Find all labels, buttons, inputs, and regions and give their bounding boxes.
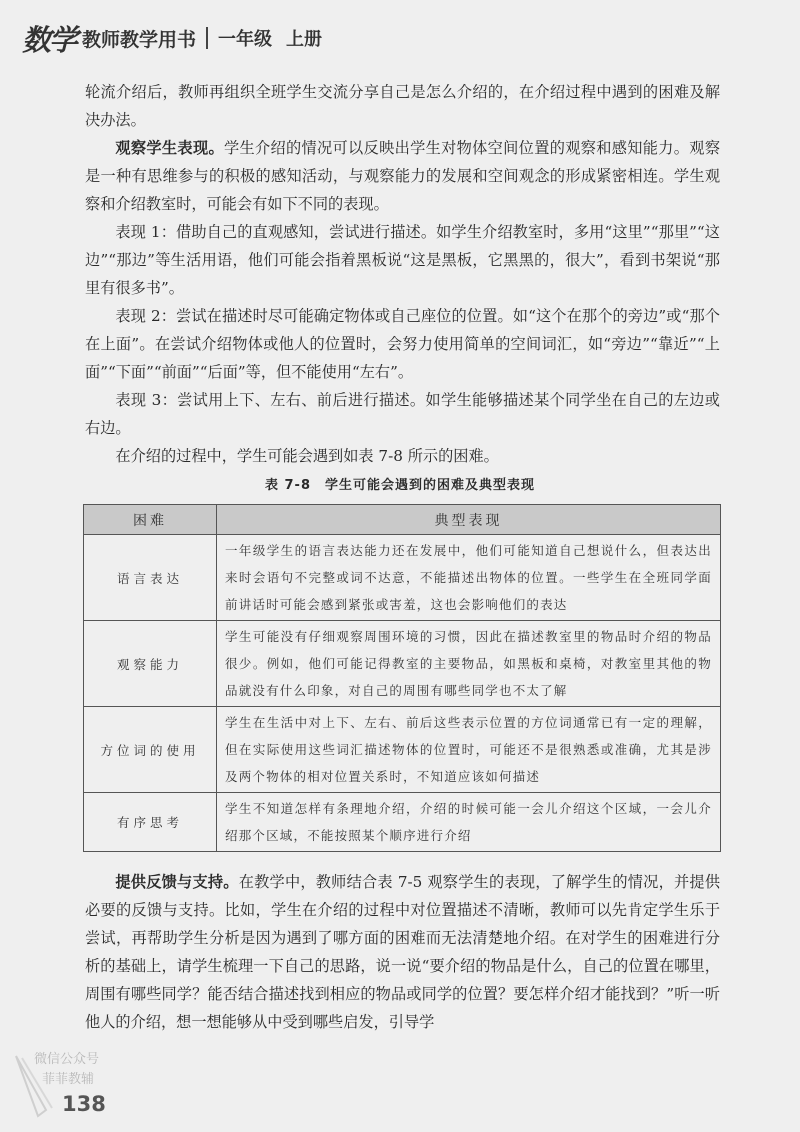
watermark-line1: 微信公众号	[34, 1052, 100, 1067]
grade-label: 一年级	[218, 29, 273, 50]
paragraph-intro: 轮流介绍后，教师再组织全班学生交流分享自己是怎么介绍的，在介绍过程中遇到的困难及解决办法。	[85, 83, 720, 129]
table-row	[84, 707, 721, 793]
difficulty-table	[83, 504, 721, 852]
row-description: 学生可能没有仔细观察周围环境的习惯，因此在描述教室里的物品时介绍的物品很少。例如，他们可能记得教室的主要物品，如黑板和桌椅，对教室里其他的物品就没有什么印象，对自己的周围有哪些同学也不太了解	[217, 621, 721, 707]
volume-label: 上册	[286, 29, 323, 50]
book-title: 教师教学用书	[82, 28, 197, 51]
book-logo: 数学	[22, 22, 77, 57]
paragraph-performance-2: 表现 2：尝试在描述时尽可能确定物体或自己座位的位置。如“这个在那个的旁边”或“那个在上面”。在尝试介绍物体或他人的位置时，会努力使用简单的空间词汇，如“旁边”“靠近”“上面”“下面”“前面”“后面”等，但不能使用“左右”。	[85, 307, 720, 381]
watermark-line2: 菲菲教辅	[42, 1072, 95, 1087]
feedback-heading: 提供反馈与支持。	[115, 873, 239, 891]
paragraph-feedback	[85, 868, 720, 1036]
row-description: 学生在生活中对上下、左右、前后这些表示位置的方位词通常已有一定的理解，但在实际使用这些词汇描述物体的位置时，可能还不是很熟悉或准确，尤其是涉及两个物体的相对位置关系时，不知道应该如何描述	[217, 707, 721, 793]
table-row	[84, 793, 721, 852]
observe-text: 学生介绍的情况可以反映出学生对物体空间位置的观察和感知能力。观察是一种有思维参与的积极的感知活动，与观察能力的发展和空间观念的形成紧密相连。学生观察和介绍教室时，可能会有如下不同的表现。	[85, 139, 721, 213]
table-caption: 表 7-8 学生可能会遇到的困难及典型表现	[264, 478, 535, 493]
row-description: 一年级学生的语言表达能力还在发展中，他们可能知道自己想说什么，但表达出来时会语句不完整或词不达意，不能描述出物体的位置。一些学生在全班同学面前讲话时可能会感到紧张或害羞，这也会影响他们的表达	[217, 535, 721, 621]
table-row	[84, 621, 721, 707]
row-category: 语言表达	[84, 535, 217, 621]
paragraph-observe	[85, 134, 720, 218]
paragraph-performance-1: 表现 1：借助自己的直观感知，尝试进行描述。如学生介绍教室时，多用“这里”“那里”“这边”“那边”等生活用语，他们可能会指着黑板说“这是黑板，它黑黑的，很大”，看到书架说“那里有很多书”。	[85, 223, 720, 297]
watermark	[8, 1048, 128, 1128]
feedback-text: 在教学中，教师结合表 7-5 观察学生的表现，了解学生的情况，并提供必要的反馈与支持。比如，学生在介绍的过程中对位置描述不清晰，教师可以先肯定学生乐于尝试，再帮助学生分析是因为遇到了哪方面的困难而无法清楚地介绍。在对学生的困难进行分析的基础上，请学生梳理一下自己的思路，说一说“要介绍的物品是什么，自己的位置在哪里，周围有哪些同学？能否结合描述找到相应的物品或同学的位置？要怎样介绍才能找到？”听一听他人的介绍，想一想能够从中受到哪些启发，引导学	[85, 873, 721, 1031]
paragraph-table-ref: 在介绍的过程中，学生可能会遇到如表 7-8 所示的困难。	[115, 447, 499, 465]
row-category: 方位词的使用	[84, 707, 217, 793]
table-row	[84, 535, 721, 621]
page-number: 138	[62, 1092, 106, 1116]
page-header	[22, 18, 322, 58]
header-typical: 典型表现	[217, 505, 721, 535]
paragraph-performance-3: 表现 3：尝试用上下、左右、前后进行描述。如学生能够描述某个同学坐在自己的左边或右边。	[85, 391, 720, 437]
row-category: 观察能力	[84, 621, 217, 707]
row-description: 学生不知道怎样有条理地介绍，介绍的时候可能一会儿介绍这个区域，一会儿介绍那个区域，不能按照某个顺序进行介绍	[217, 793, 721, 852]
observe-heading: 观察学生表现。	[115, 139, 224, 157]
header-divider	[206, 27, 208, 49]
table-header-row	[84, 505, 721, 535]
header-difficulty: 困难	[84, 505, 217, 535]
row-category: 有序思考	[84, 793, 217, 852]
